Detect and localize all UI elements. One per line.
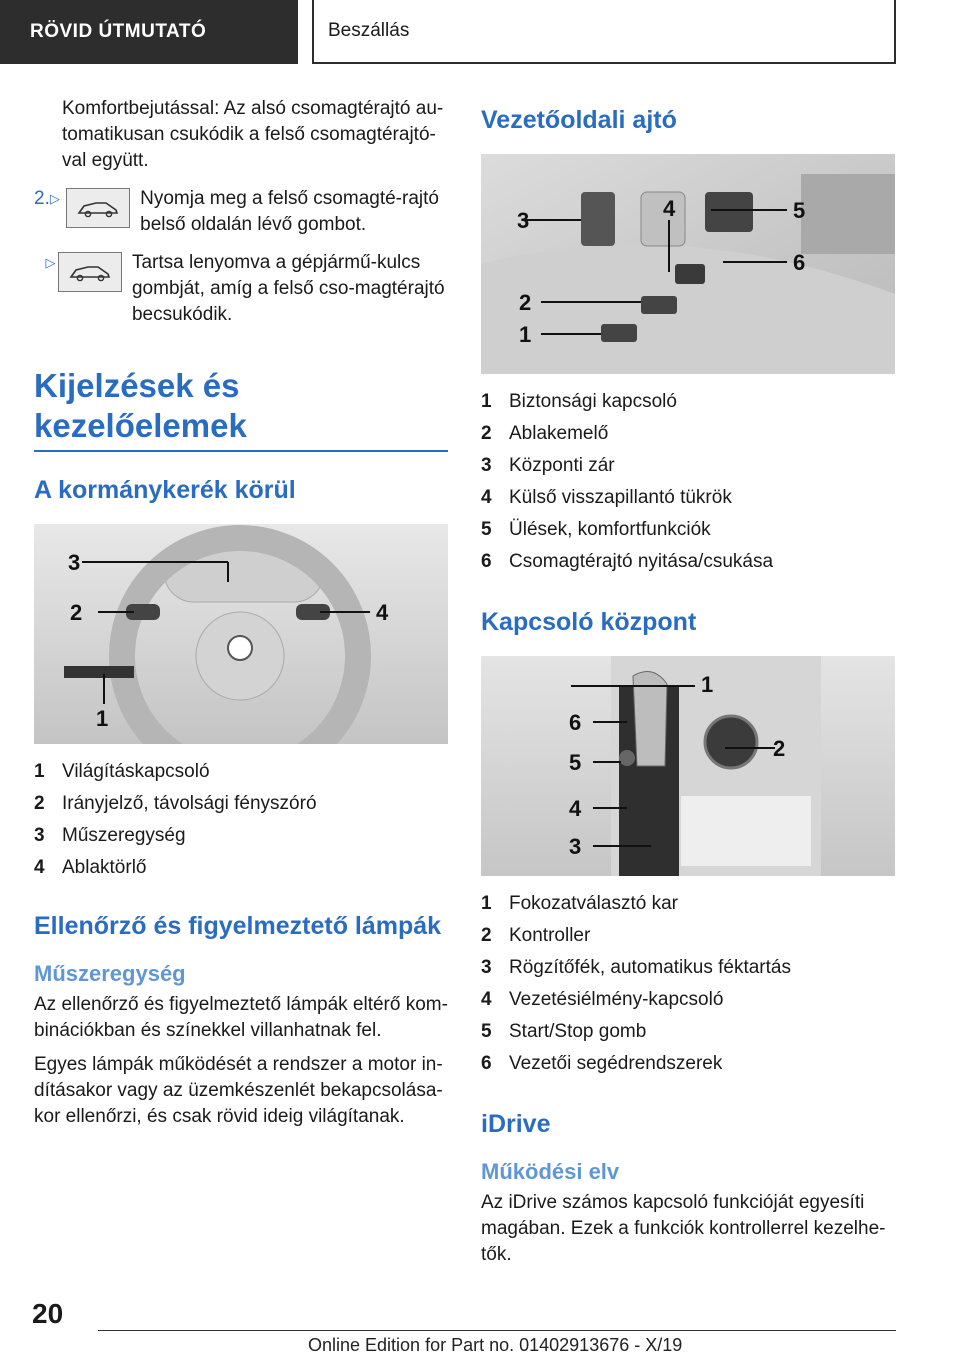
legend-item: 4 Külső visszapillantó tükrök xyxy=(481,487,732,508)
legend-item: 3 Műszeregység xyxy=(34,825,186,846)
triangle-right-icon: ▷ xyxy=(49,191,60,206)
heading-instrument-cluster: Műszeregység xyxy=(34,961,186,986)
legend-item: 2 Irányjelző, távolsági fényszóró xyxy=(34,793,317,814)
car-trunk-icon xyxy=(66,188,130,228)
switch-legend xyxy=(481,888,895,1080)
header-tab: RÖVID ÚTMUTATÓ xyxy=(0,0,298,64)
heading-idrive: iDrive xyxy=(481,1110,551,1138)
legend-item: 2 Kontroller xyxy=(481,925,591,946)
callout-3: 3 xyxy=(68,550,81,575)
legend-item: 6 Csomagtérajtó nyitása/csukása xyxy=(481,551,774,572)
driver-door-photo xyxy=(481,154,895,374)
callout-1: 1 xyxy=(701,672,714,697)
legend-item: 6 Vezetői segédrendszerek xyxy=(481,1053,723,1074)
section-heading-controls: Kijelzések és kezelőelemek xyxy=(34,366,448,452)
legend-item: 1 Biztonsági kapcsoló xyxy=(481,391,677,412)
door-legend xyxy=(481,386,895,578)
legend-item: 4 Vezetésiélmény-kapcsoló xyxy=(481,989,724,1010)
car-trunk-icon xyxy=(58,252,122,292)
heading-driver-door: Vezetőoldali ajtó xyxy=(481,106,677,134)
callout-5: 5 xyxy=(793,198,806,223)
idrive-paragraph: Az iDrive számos kapcsoló funkcióját egyesíti magában. Ezek a funkciók kontrollerrel kezelhe-tők. xyxy=(481,1192,886,1265)
legend-item: 2 Ablakemelő xyxy=(481,423,609,444)
legend-item: 4 Ablaktörlő xyxy=(34,857,147,878)
callout-2: 2 xyxy=(519,290,532,315)
left-column xyxy=(34,96,448,1130)
footer-edition: Online Edition for Part no. 01402913676 - X/19 xyxy=(308,1335,683,1355)
callout-3: 3 xyxy=(517,208,530,233)
steering-legend xyxy=(34,756,448,884)
callout-5: 5 xyxy=(569,750,582,775)
step-2b xyxy=(34,250,448,328)
step-2a xyxy=(34,186,448,238)
lamps-paragraph-1: Az ellenőrző és figyelmeztető lámpák eltérő kom-binációkban és színekkel villanhatnak fel. xyxy=(34,994,448,1041)
heading-operating-principle: Működési elv xyxy=(481,1159,620,1184)
intro-paragraph: Komfortbejutással: Az alsó csomagtérajtó au-tomatikusan csukódik a felső csomagtérajtó-val együtt. xyxy=(62,98,444,171)
footer-divider xyxy=(98,1330,896,1331)
callout-3: 3 xyxy=(569,834,582,859)
callout-2: 2 xyxy=(773,736,786,761)
heading-steering-wheel: A kormánykerék körül xyxy=(34,476,296,504)
callout-1: 1 xyxy=(519,322,532,347)
callout-2: 2 xyxy=(70,600,83,625)
callout-6: 6 xyxy=(793,250,806,275)
callout-6: 6 xyxy=(569,710,582,735)
header-section-title: Beszállás xyxy=(312,0,896,64)
lamps-paragraph-2: Egyes lámpák működését a rendszer a motor in-dításakor vagy az üzemkészenlét bekapcsolása-kor ellenőrzi, és csak rövid ideig világítanak. xyxy=(34,1054,443,1127)
legend-item: 1 Világításkapcsoló xyxy=(34,761,210,782)
heading-switch-center: Kapcsoló központ xyxy=(481,608,697,636)
callout-1: 1 xyxy=(96,706,109,731)
step-2b-text: Tartsa lenyomva a gépjármű-kulcs gombját, amíg a felső cso-magtérajtó becsukódik. xyxy=(131,252,445,325)
legend-item: 1 Fokozatválasztó kar xyxy=(481,893,678,914)
right-column xyxy=(481,96,895,1268)
page-number: 20 xyxy=(32,1298,64,1329)
legend-item: 3 Központi zár xyxy=(481,455,615,476)
triangle-right-icon: ▷ xyxy=(45,255,56,270)
legend-item: 5 Ülések, komfortfunkciók xyxy=(481,519,711,540)
step-number: 2. xyxy=(34,188,50,209)
callout-4: 4 xyxy=(376,600,389,625)
callout-4: 4 xyxy=(663,196,676,221)
switch-center-photo xyxy=(481,656,895,876)
callout-4: 4 xyxy=(569,796,582,821)
step-2a-text: Nyomja meg a felső csomagté-rajtó belső oldalán lévő gombot. xyxy=(140,188,439,235)
legend-item: 3 Rögzítőfék, automatikus féktartás xyxy=(481,957,791,978)
heading-warning-lamps: Ellenőrző és figyelmeztető lámpák xyxy=(34,912,442,940)
steering-wheel-photo xyxy=(34,524,448,744)
legend-item: 5 Start/Stop gomb xyxy=(481,1021,647,1042)
